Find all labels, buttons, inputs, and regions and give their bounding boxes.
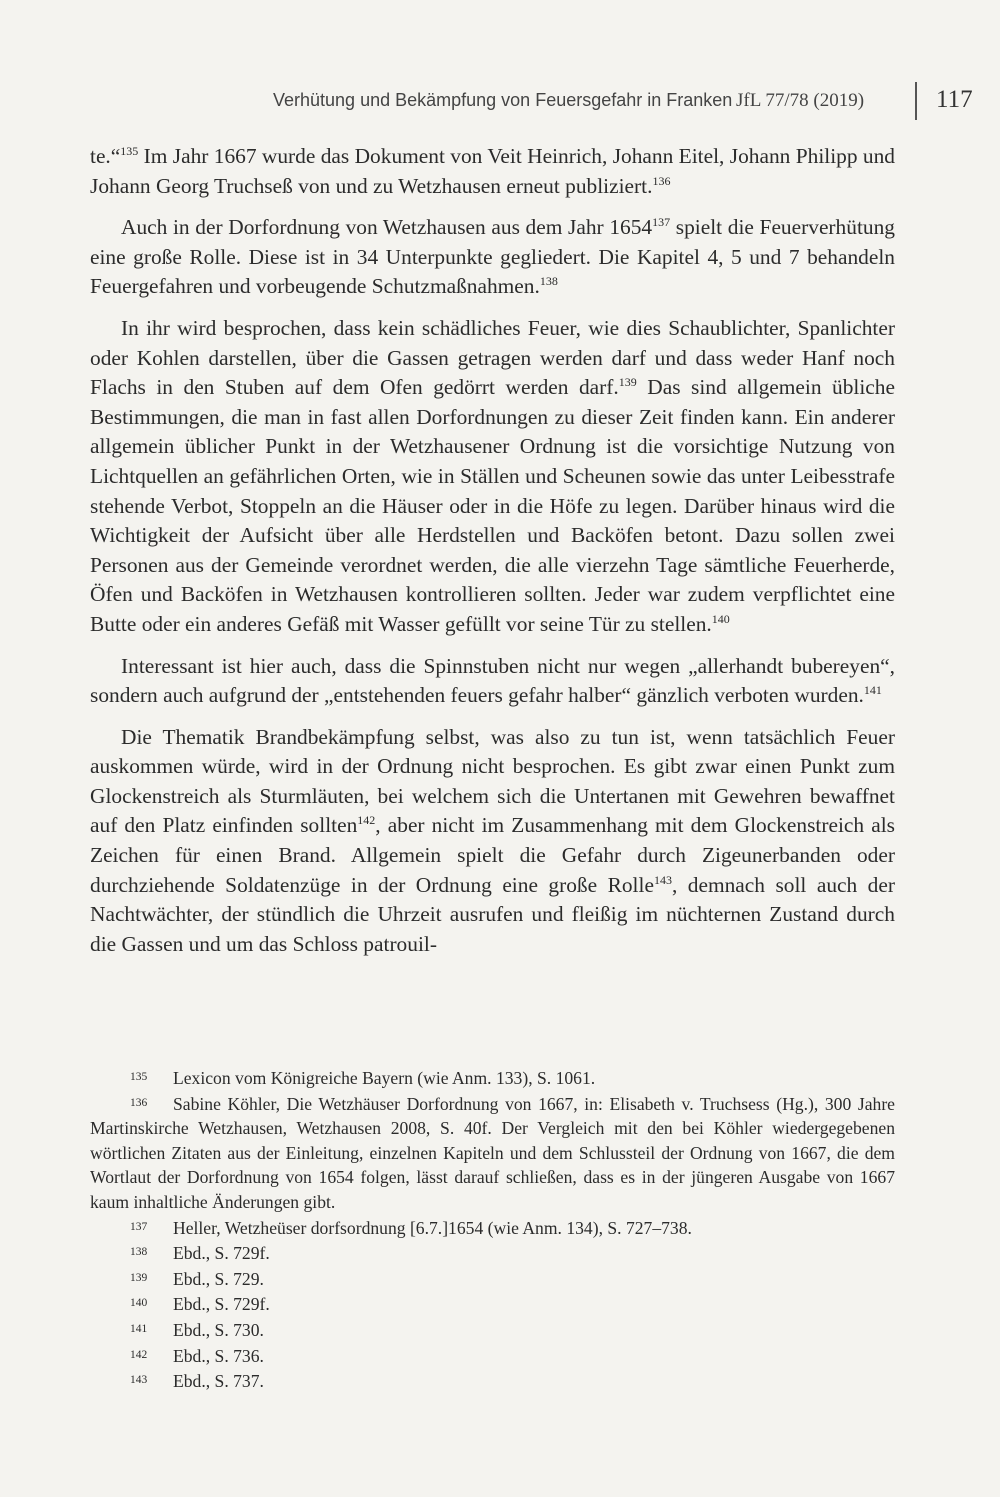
- footnote-135: [90, 1065, 895, 1091]
- footnote-ref-143[interactable]: 143: [653, 872, 672, 887]
- footnote-text: Ebd., S. 729.: [173, 1268, 264, 1289]
- paragraph-5: Die Thematik Brandbekämpfung selbst, was also zu tun ist, wenn tatsächlich Feuer auskommen würde, wird in der Ordnung nicht besprochen. Es gibt zwar einen Punkt zum Glockenstreich als Sturmläuten, bei welchem sich die Untertanen mit Gewehren bewaffnet auf den Platz einfinden sollten$^{142}$, aber nicht im Zusammenhang mit dem Glockenstreich als Zeichen für einen Brand. Allgemein spielt die Gefahr durch Zigeunerbanden oder durchziehende Soldatenzüge in der Ordnung eine große Rolle$^{143}$, demnach soll auch der Nachtwächter, der stündlich die Uhrzeit ausrufen und fleißig im nüchternen Zustand durch die Gassen und um das Schloss patrouil-: [90, 724, 895, 956]
- footnote-ref-139[interactable]: 139: [618, 375, 637, 390]
- footnote-text: Ebd., S. 730.: [173, 1319, 264, 1340]
- footnote-ref-142[interactable]: 142: [357, 813, 376, 828]
- footnote-number: 142: [130, 1348, 148, 1361]
- footnote-number: 136: [130, 1096, 148, 1109]
- footnote-text: Ebd., S. 729f.: [173, 1294, 270, 1315]
- footnote-text: Sabine Köhler, Die Wetzhäuser Dorfordnung von 1667, in: Elisabeth v. Truchsess (Hg.), 300 Jahre Martinskirche Wetzhausen, Wetzhausen 2008, S. 40f. Der Vergleich mit den bei Köhler wiedergegebenen wörtlichen Zitaten aus der Einleitung, einzelnen Kapiteln und dem Schlussteil der Ordnung von 1667, die dem Wortlaut der Dorfordnung von 1654 folgen, lässt darauf schließen, dass es in der jüngeren Ausgabe von 1667 kaum inhaltliche Änderungen gibt.: [90, 1093, 895, 1212]
- footnote-137: [90, 1215, 895, 1241]
- footnote-text: Ebd., S. 737.: [173, 1371, 264, 1392]
- paragraph-4: Interessant ist hier auch, dass die Spinnstuben nicht nur wegen „allerhandt bubereyen“, sondern auch aufgrund der „entstehenden feuers gefahr halber“ gänzlich verboten wurden.$^{141}$: [90, 653, 895, 708]
- footnote-number: 139: [130, 1271, 148, 1284]
- footnote-142: [90, 1343, 895, 1369]
- footnote-text: Ebd., S. 736.: [173, 1345, 264, 1366]
- footnote-number: 143: [130, 1374, 148, 1387]
- main-text: [90, 142, 895, 959]
- footnote-141: [90, 1317, 895, 1343]
- footnote-140: [90, 1291, 895, 1317]
- footnote-ref-136[interactable]: 136: [652, 173, 671, 188]
- footnote-ref-140[interactable]: 140: [711, 611, 730, 626]
- footnote-number: 140: [130, 1297, 148, 1310]
- footnote-ref-141[interactable]: 141: [863, 682, 882, 697]
- paragraph-1: te.“$^{135}$ Im Jahr 1667 wurde das Dokument von Veit Heinrich, Johann Eitel, Johann Philipp und Johann Georg Truchseß von und zu Wetzhausen erneut publiziert.$^{136}$: [90, 143, 895, 198]
- footnote-number: 135: [130, 1071, 148, 1083]
- footnote-number: 137: [130, 1220, 148, 1233]
- footnote-number: 138: [130, 1246, 148, 1259]
- running-header: [0, 82, 1000, 122]
- paragraph-3: In ihr wird besprochen, dass kein schädliches Feuer, wie dies Schaublichter, Spanlichter oder Kohlen darstellen, über die Gassen getragen werden darf und dass weder Hanf noch Flachs in den Stuben auf dem Ofen gedörrt werden darf.$^{139}$ Das sind allgemein übliche Bestimmungen, die man in fast allen Dorfordnungen zu dieser Zeit finden kann. Ein anderer allgemein üblicher Punkt in der Wetzhausener Ordnung ist die vorsichtige Nutzung von Lichtquellen an gefährlichen Orten, wie in Ställen und Scheunen sowie das unter Leibesstrafe stehende Verbot, Stoppeln an die Häuser oder in die Höfe zu legen. Darüber hinaus wird die Wichtigkeit der Aufsicht über alle Herdstellen und Backöfen betont. Dazu sollen zwei Personen aus der Gemeinde verordnet werden, die alle vierzehn Tage sämtliche Feuerherde, Öfen und Backöfen in Wetzhausen kontrollieren sollten. Jeder war zudem verpflichtet eine Butte oder ein anderes Gefäß mit Wasser gefüllt vor seine Tür zu stellen.$^{140}$: [90, 315, 895, 636]
- footnote-138: [90, 1240, 895, 1266]
- footnote-143: [90, 1368, 895, 1394]
- footnote-ref-135[interactable]: 135: [120, 143, 139, 158]
- footnote-ref-137[interactable]: 137: [652, 215, 671, 230]
- running-title: Verhütung und Bekämpfung von Feuersgefahr in Franken: [273, 90, 733, 110]
- footnote-text: Ebd., S. 729f.: [173, 1243, 270, 1264]
- footnotes: [90, 1065, 895, 1394]
- paragraph-2: Auch in der Dorfordnung von Wetzhausen aus dem Jahr 1654$^{137}$ spielt die Feuerverhütung eine große Rolle. Diese ist in 34 Unterpunkte gegliedert. Die Kapitel 4, 5 und 7 behandeln Feuergefahren und vorbeugende Schutzmaßnahmen.$^{138}$: [90, 215, 895, 299]
- page-number: 117: [936, 86, 973, 113]
- footnote-ref-138[interactable]: 138: [539, 274, 558, 289]
- header-divider: [915, 82, 917, 120]
- footnote-text: Heller, Wetzheüser dorfsordnung [6.7.]1654 (wie Anm. 134), S. 727–738.: [173, 1217, 692, 1238]
- journal-citation: JfL 77/78 (2019): [736, 90, 865, 111]
- footnote-136: [90, 1091, 895, 1215]
- footnote-139: [90, 1266, 895, 1292]
- footnote-number: 141: [130, 1322, 148, 1335]
- footnote-text: Lexicon vom Königreiche Bayern (wie Anm. 133), S. 1061.: [173, 1068, 596, 1088]
